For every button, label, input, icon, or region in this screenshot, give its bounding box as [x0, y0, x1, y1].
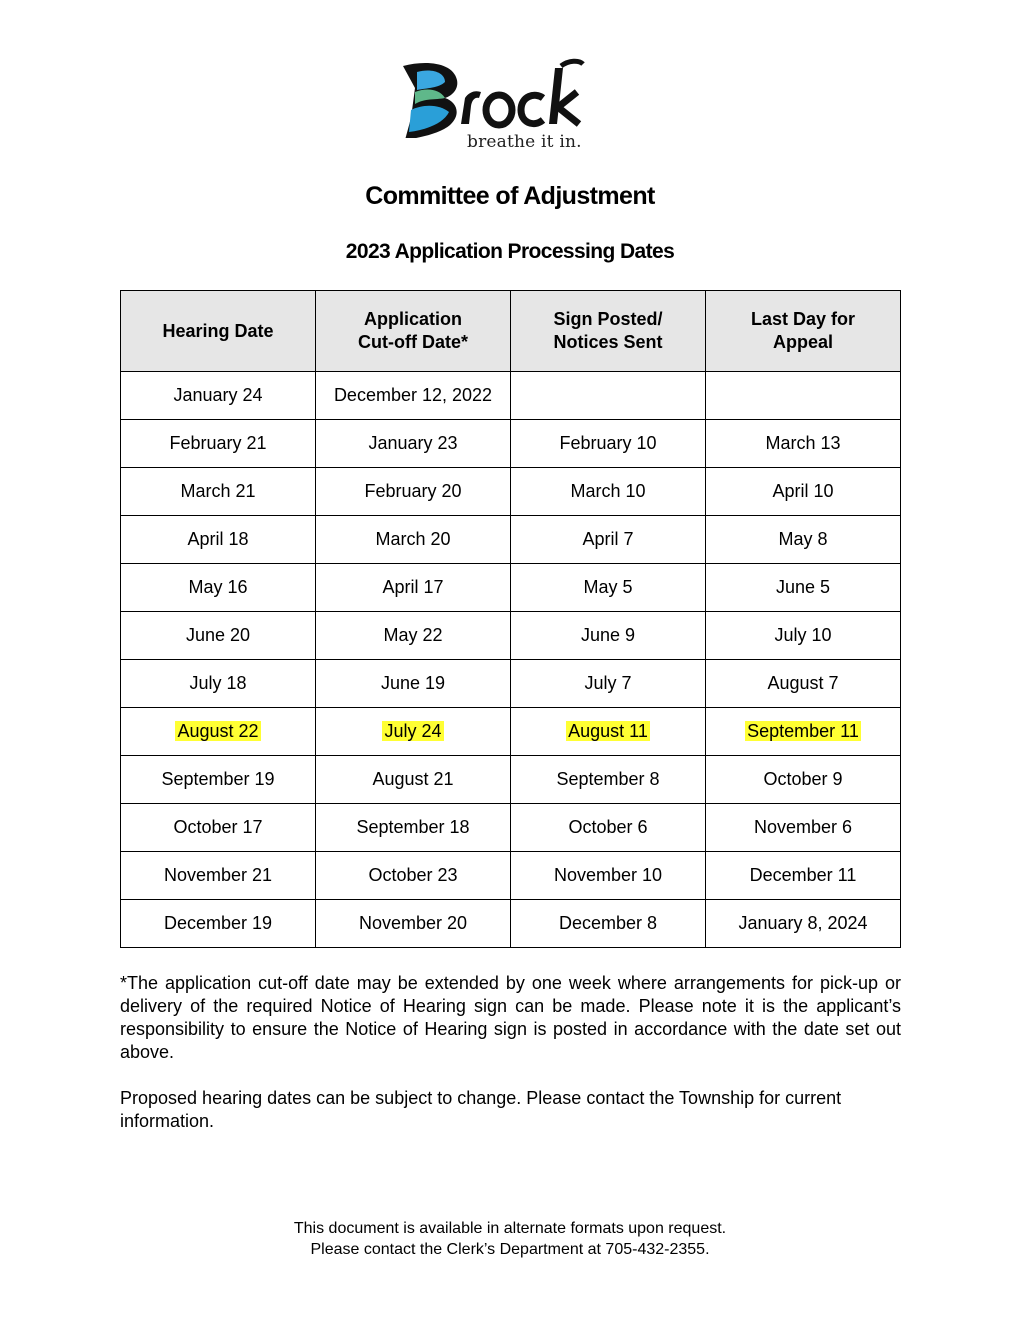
- table-cell: [316, 708, 511, 756]
- table-cell: [706, 804, 901, 852]
- table-row: [121, 420, 901, 468]
- cell-text: September 18: [356, 817, 470, 837]
- table-row: [121, 564, 901, 612]
- table-row: [121, 852, 901, 900]
- table-cell: [511, 756, 706, 804]
- table-cell: [316, 372, 511, 420]
- table-cell: [706, 564, 901, 612]
- cell-text: November 6: [753, 817, 853, 837]
- table-cell: [121, 564, 316, 612]
- table-cell: [316, 516, 511, 564]
- footer-line-contact: Please contact the Clerk’s Department at 705-432-2355.: [310, 1241, 710, 1258]
- cell-text: February 10: [559, 433, 657, 453]
- brock-wordmark-graphic: [395, 58, 595, 138]
- table-cell: [121, 900, 316, 948]
- table-cell: [511, 564, 706, 612]
- cell-text: April 10: [772, 481, 834, 501]
- cell-text: November 10: [553, 865, 663, 885]
- logo-tagline: breathe it in.: [467, 132, 582, 152]
- cell-text: September 11: [747, 721, 859, 741]
- table-cell: [511, 468, 706, 516]
- cell-text: March 13: [765, 433, 841, 453]
- table-cell: [121, 516, 316, 564]
- table-cell: [511, 420, 706, 468]
- cell-text: March 20: [375, 529, 451, 549]
- table-cell: [706, 708, 901, 756]
- table-cell: [316, 420, 511, 468]
- cell-text: July 10: [774, 625, 832, 645]
- table-cell: [706, 372, 901, 420]
- table-cell: [121, 708, 316, 756]
- table-cell: [706, 900, 901, 948]
- cell-text: December 11: [749, 865, 857, 885]
- header-hearing-date: Hearing Date: [121, 291, 316, 372]
- footer-line-formats: This document is available in alternate formats upon request.: [293, 1220, 727, 1237]
- cell-text: February 20: [364, 481, 462, 501]
- cell-text: September 19: [161, 769, 275, 789]
- table-cell: [316, 564, 511, 612]
- schedule-change-note: Proposed hearing dates can be subject to change. Please contact the Township for current information.: [120, 1088, 842, 1131]
- table-cell: [316, 612, 511, 660]
- footer: [0, 1218, 1020, 1260]
- table-cell: [121, 468, 316, 516]
- cell-text: July 24: [384, 721, 442, 741]
- brock-logo: [395, 58, 595, 158]
- table-cell: [511, 372, 706, 420]
- table-cell: [511, 708, 706, 756]
- table-cell: [511, 900, 706, 948]
- table-cell: [706, 612, 901, 660]
- cell-text: May 22: [383, 625, 443, 645]
- table-cell: [316, 756, 511, 804]
- cell-text: December 12, 2022: [333, 385, 493, 405]
- table-cell: [511, 660, 706, 708]
- table-row: [121, 612, 901, 660]
- table-cell: [511, 804, 706, 852]
- table-cell: [316, 900, 511, 948]
- table-cell: [511, 516, 706, 564]
- cell-text: January 23: [368, 433, 458, 453]
- page-subtitle: 2023 Application Processing Dates: [345, 240, 675, 263]
- cell-text: October 9: [763, 769, 843, 789]
- cell-text: March 10: [570, 481, 646, 501]
- table-row: [121, 804, 901, 852]
- cell-text: May 5: [583, 577, 633, 597]
- cell-text: August 11: [568, 721, 648, 741]
- header-sign-posted: Sign Posted/ Notices Sent: [511, 291, 706, 372]
- table-cell: [706, 852, 901, 900]
- table-cell: [121, 372, 316, 420]
- cell-text: January 8, 2024: [738, 913, 868, 933]
- cell-text: March 21: [180, 481, 256, 501]
- cell-text: October 6: [568, 817, 648, 837]
- table-row-highlighted: [121, 708, 901, 756]
- table-cell: [121, 420, 316, 468]
- table-cell: [706, 660, 901, 708]
- table-row: [121, 516, 901, 564]
- table-cell: [706, 516, 901, 564]
- cell-text: April 18: [187, 529, 249, 549]
- table-header-row: [121, 291, 901, 372]
- cell-text: May 8: [778, 529, 828, 549]
- cell-text: May 16: [188, 577, 248, 597]
- cell-text: April 7: [582, 529, 634, 549]
- table-cell: [511, 612, 706, 660]
- cell-text: August 21: [372, 769, 454, 789]
- table-row: [121, 372, 901, 420]
- table-cell: [121, 756, 316, 804]
- cell-text: December 19: [163, 913, 273, 933]
- cell-text: July 7: [584, 673, 632, 693]
- cell-text: October 23: [368, 865, 458, 885]
- table-cell: [706, 468, 901, 516]
- cell-text: April 17: [382, 577, 444, 597]
- cell-text: August 22: [177, 721, 259, 741]
- table-cell: [121, 852, 316, 900]
- table-cell: [121, 612, 316, 660]
- header-cutoff-date: Application Cut-off Date*: [316, 291, 511, 372]
- processing-dates-table: [120, 290, 901, 948]
- table-cell: [511, 852, 706, 900]
- cell-text: June 5: [775, 577, 831, 597]
- cell-text: August 7: [767, 673, 839, 693]
- cell-text: June 9: [580, 625, 636, 645]
- cell-text: February 21: [169, 433, 267, 453]
- cutoff-footnote: *The application cut-off date may be extended by one week where arrangements for pick-up or delivery of the required Notice of Hearing sign can be made. Please note it is the applicant’s responsibility to ensure the Notice of Hearing sign is posted in accordance with the date set out above.: [120, 973, 901, 1062]
- table-cell: [706, 420, 901, 468]
- page-title: Committee of Adjustment: [365, 182, 655, 210]
- cell-text: June 19: [380, 673, 446, 693]
- table-row: [121, 468, 901, 516]
- table-row: [121, 756, 901, 804]
- cell-text: January 24: [173, 385, 263, 405]
- cell-text: November 21: [163, 865, 273, 885]
- table-cell: [121, 804, 316, 852]
- table-cell: [316, 468, 511, 516]
- table-body: [121, 372, 901, 948]
- table-cell: [316, 660, 511, 708]
- cell-text: July 18: [189, 673, 247, 693]
- table-cell: [121, 660, 316, 708]
- cell-text: December 8: [558, 913, 658, 933]
- cell-text: October 17: [173, 817, 263, 837]
- table-cell: [316, 804, 511, 852]
- table-row: [121, 900, 901, 948]
- cell-text: November 20: [358, 913, 468, 933]
- header-appeal: Last Day for Appeal: [706, 291, 901, 372]
- cell-text: June 20: [185, 625, 251, 645]
- table-cell: [316, 852, 511, 900]
- cell-text: September 8: [556, 769, 660, 789]
- table-row: [121, 660, 901, 708]
- table-cell: [706, 756, 901, 804]
